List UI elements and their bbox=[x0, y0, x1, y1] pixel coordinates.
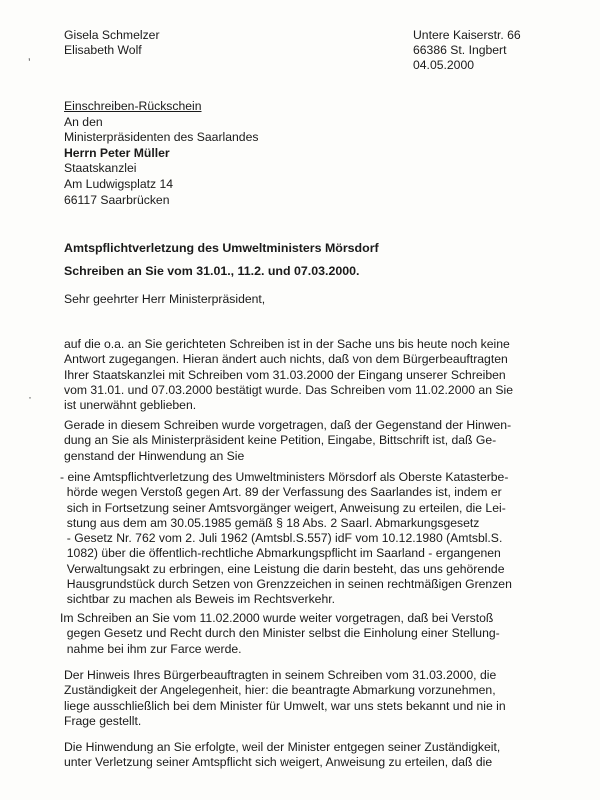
text-line: vom 31.01. und 07.03.2000 bestätigt wurde. Das Schreiben vom 11.02.2000 an Sie bbox=[64, 382, 513, 397]
letter-date: 04.05.2000 bbox=[413, 58, 474, 72]
scan-mark: · bbox=[28, 390, 32, 404]
text-line: genstand der Hinwendung an Sie bbox=[64, 448, 245, 463]
recipient-name: Herrn Peter Müller bbox=[64, 145, 170, 160]
text-line: 1082) über die öffentlich-rechtliche Abmarkungspflicht im Saarland - ergangenen bbox=[60, 546, 501, 561]
sender-city: 66386 St. Ingbert bbox=[413, 43, 507, 57]
text-line: stung aus dem am 30.05.1985 gemäß § 18 Abs. 2 Saarl. Abmarkungsgesetz bbox=[60, 515, 480, 530]
mail-type: Einschreiben-Rückschein bbox=[64, 99, 202, 113]
paragraph-3 bbox=[60, 470, 512, 608]
text-line: unter Verletzung seiner Amtspflicht sich weigert, Anweisung zu erteilen, daß die bbox=[64, 755, 493, 770]
sender-name-1: Gisela Schmelzer bbox=[64, 28, 160, 42]
text-line: - Gesetz Nr. 762 vom 2. Juli 1962 (Amtsbl.S.557) idF vom 10.12.1980 (Amtsbl.S. bbox=[60, 531, 503, 546]
sender-address-block bbox=[413, 28, 521, 73]
recipient-line-2: Ministerpräsidenten des Saarlandes bbox=[64, 130, 259, 145]
recipient-block bbox=[64, 99, 258, 208]
text-line: sichtbar zu machen als Beweis im Rechtsverkehr. bbox=[60, 592, 336, 607]
text-line: dung an Sie als Ministerpräsident keine Petition, Eingabe, Bittschrift ist, daß Ge- bbox=[64, 433, 497, 448]
sender-street: Untere Kaiserstr. 66 bbox=[413, 28, 521, 42]
recipient-office: Staatskanzlei bbox=[64, 161, 137, 176]
scan-mark: ʼ bbox=[28, 56, 31, 70]
text-line: Frage gestellt. bbox=[64, 713, 142, 728]
text-line: gegen Gesetz und Recht durch den Minister selbst die Einholung einer Stellung- bbox=[60, 626, 500, 641]
subject-line: Amtspflichtverletzung des Umweltministers Mörsdorf bbox=[64, 241, 379, 255]
text-line: nahme bei ihm zur Farce werde. bbox=[60, 641, 242, 656]
text-line: - eine Amtspflichtverletzung des Umweltministers Mörsdorf als Oberste Katasterbe- bbox=[60, 470, 509, 484]
paragraph-4 bbox=[60, 611, 500, 657]
recipient-city: 66117 Saarbrücken bbox=[64, 192, 170, 207]
text-line: Antwort zugegangen. Hieran ändert auch nichts, daß von dem Bürgerbeauftragten bbox=[64, 352, 508, 367]
text-line: Im Schreiben an Sie vom 11.02.2000 wurde weiter vorgetragen, daß bei Verstoß bbox=[60, 611, 494, 625]
text-line: Verwaltungsakt zu erbringen, eine Leistung die darin besteht, das uns gehörende bbox=[60, 561, 505, 576]
text-line: Ihrer Staatskanzlei mit Schreiben vom 31.03.2000 der Eingang unserer Schreiben bbox=[64, 367, 506, 382]
text-line: Hausgrundstück durch Setzen von Grenzzeichen in seinen rechtmäßigen Grenzen bbox=[60, 577, 512, 592]
salutation: Sehr geehrter Herr Ministerpräsident, bbox=[64, 292, 266, 306]
text-line: sich in Fortsetzung seiner Amtsvorgänger weigert, Anweisung zu erteilen, die Lei- bbox=[60, 500, 506, 515]
recipient-street: Am Ludwigsplatz 14 bbox=[64, 176, 174, 191]
text-line: Zuständigkeit der Angelegenheit, hier: die beantragte Abmarkung vorzunehmen, bbox=[64, 683, 496, 698]
paragraph-5 bbox=[64, 668, 542, 729]
text-line: ist unerwähnt geblieben. bbox=[64, 398, 197, 413]
paragraph-2 bbox=[64, 418, 542, 464]
text-line: Der Hinweis Ihres Bürgerbeauftragten in seinem Schreiben vom 31.03.2000, die bbox=[64, 668, 497, 682]
recipient-line-1: An den bbox=[64, 114, 103, 129]
subject-reference: Schreiben an Sie vom 31.01., 11.2. und 07.03.2000. bbox=[64, 264, 360, 278]
paragraph-6 bbox=[64, 740, 542, 771]
text-line: auf die o.a. an Sie gerichteten Schreiben ist in der Sache uns bis heute noch keine bbox=[64, 337, 510, 351]
sender-block bbox=[64, 28, 160, 58]
text-line: Gerade in diesem Schreiben wurde vorgetragen, daß der Gegenstand der Hinwen- bbox=[64, 418, 512, 432]
text-line: liege ausschließlich bei dem Minister für Umwelt, war uns stets bekannt und nie in bbox=[64, 698, 506, 713]
paragraph-1 bbox=[64, 337, 542, 413]
text-line: hörde wegen Verstoß gegen Art. 89 der Verfassung des Saarlandes ist, indem er bbox=[60, 485, 502, 500]
sender-name-2: Elisabeth Wolf bbox=[64, 43, 142, 57]
text-line: Die Hinwendung an Sie erfolgte, weil der Minister entgegen seiner Zuständigkeit, bbox=[64, 740, 501, 754]
